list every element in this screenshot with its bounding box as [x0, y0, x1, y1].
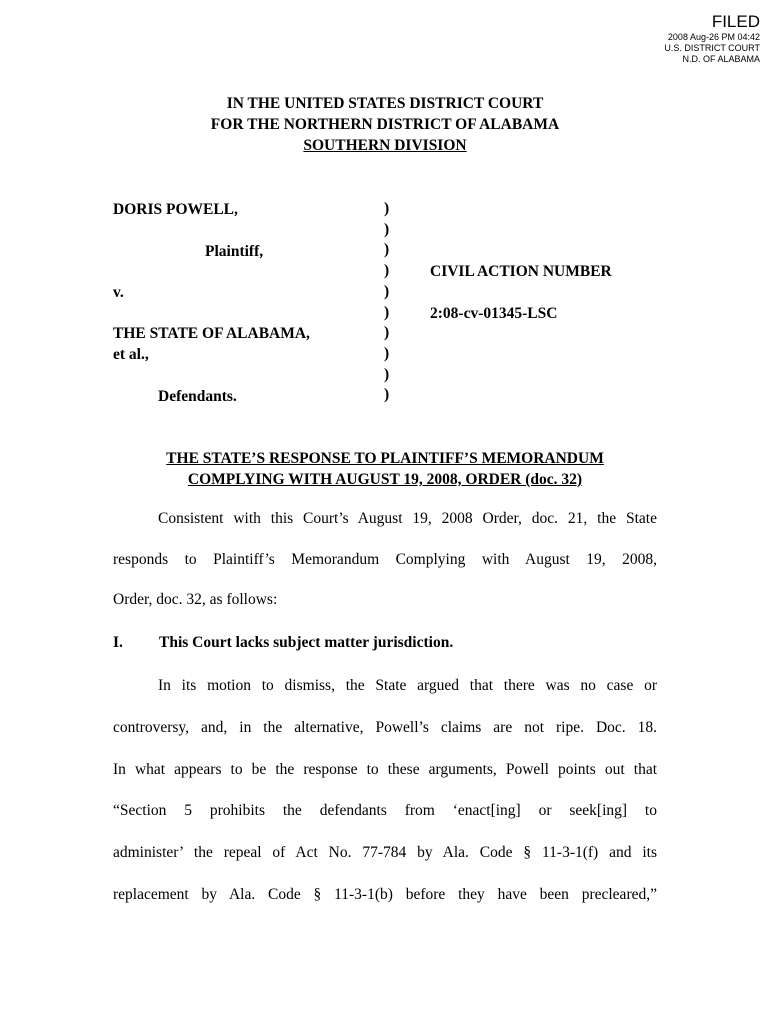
section-number: I.: [113, 634, 123, 651]
court-district: FOR THE NORTHERN DISTRICT OF ALABAMA: [210, 116, 560, 133]
versus: v.: [113, 284, 124, 301]
plaintiff-name: DORIS POWELL,: [113, 201, 238, 218]
text-line: controversy, and, in the alternative, Powell’s claims are not ripe. Doc. 18.: [113, 718, 657, 736]
document-title-line: THE STATE’S RESPONSE TO PLAINTIFF’S MEMORANDUM: [166, 450, 604, 467]
text-line: replacement by Ala. Code § 11-3-1(b) before they have been precleared,”: [113, 885, 657, 903]
section-heading: [113, 634, 453, 652]
paren: ): [384, 220, 390, 238]
court-header: [0, 93, 770, 156]
paren: ): [384, 241, 390, 259]
defendant-etal: et al.,: [113, 346, 149, 363]
document-title: [0, 448, 770, 490]
paren: ): [384, 324, 390, 342]
paragraph-1: [113, 510, 657, 632]
document-title-line: COMPLYING WITH AUGUST 19, 2008, ORDER (doc. 32): [187, 471, 583, 488]
text-line: Order, doc. 32, as follows:: [113, 591, 278, 609]
text-line: In its motion to dismiss, the State argued that there was no case or: [158, 677, 657, 694]
paren: ): [384, 282, 390, 300]
civil-action-label: CIVIL ACTION NUMBER: [430, 263, 612, 280]
paragraph-2: [113, 677, 657, 928]
text-line: “Section 5 prohibits the defendants from ‘enact[ing] or seek[ing] to: [113, 802, 657, 820]
paren: ): [384, 386, 390, 404]
filed-court: U.S. DISTRICT COURT: [664, 43, 760, 53]
paren: ): [384, 262, 390, 280]
paren: ): [384, 200, 390, 217]
court-name: IN THE UNITED STATES DISTRICT COURT: [226, 95, 544, 112]
filed-date: 2008 Aug-26 PM 04:42: [667, 32, 760, 42]
paren: ): [384, 344, 390, 362]
text-line: In what appears to be the response to these arguments, Powell points out that: [113, 760, 657, 778]
case-number: 2:08-cv-01345-LSC: [430, 305, 558, 322]
text-line: Consistent with this Court’s August 19, 2008 Order, doc. 21, the State: [158, 510, 657, 527]
defendant-name: THE STATE OF ALABAMA,: [113, 325, 310, 342]
filed-district: N.D. OF ALABAMA: [682, 54, 760, 64]
paren: ): [384, 303, 390, 321]
paren: ): [384, 365, 390, 383]
defendant-role: Defendants.: [158, 388, 237, 405]
section-title: This Court lacks subject matter jurisdiction.: [159, 634, 454, 651]
text-line: administer’ the repeal of Act No. 77-784 by Ala. Code § 11-3-1(f) and its: [113, 844, 657, 862]
caption-parentheses: [384, 199, 389, 406]
filed-stamp: [664, 12, 760, 65]
court-division: SOUTHERN DIVISION: [303, 137, 467, 154]
plaintiff-role: Plaintiff,: [205, 243, 264, 260]
text-line: responds to Plaintiff’s Memorandum Complying with August 19, 2008,: [113, 550, 657, 568]
filed-label: FILED: [711, 12, 760, 31]
